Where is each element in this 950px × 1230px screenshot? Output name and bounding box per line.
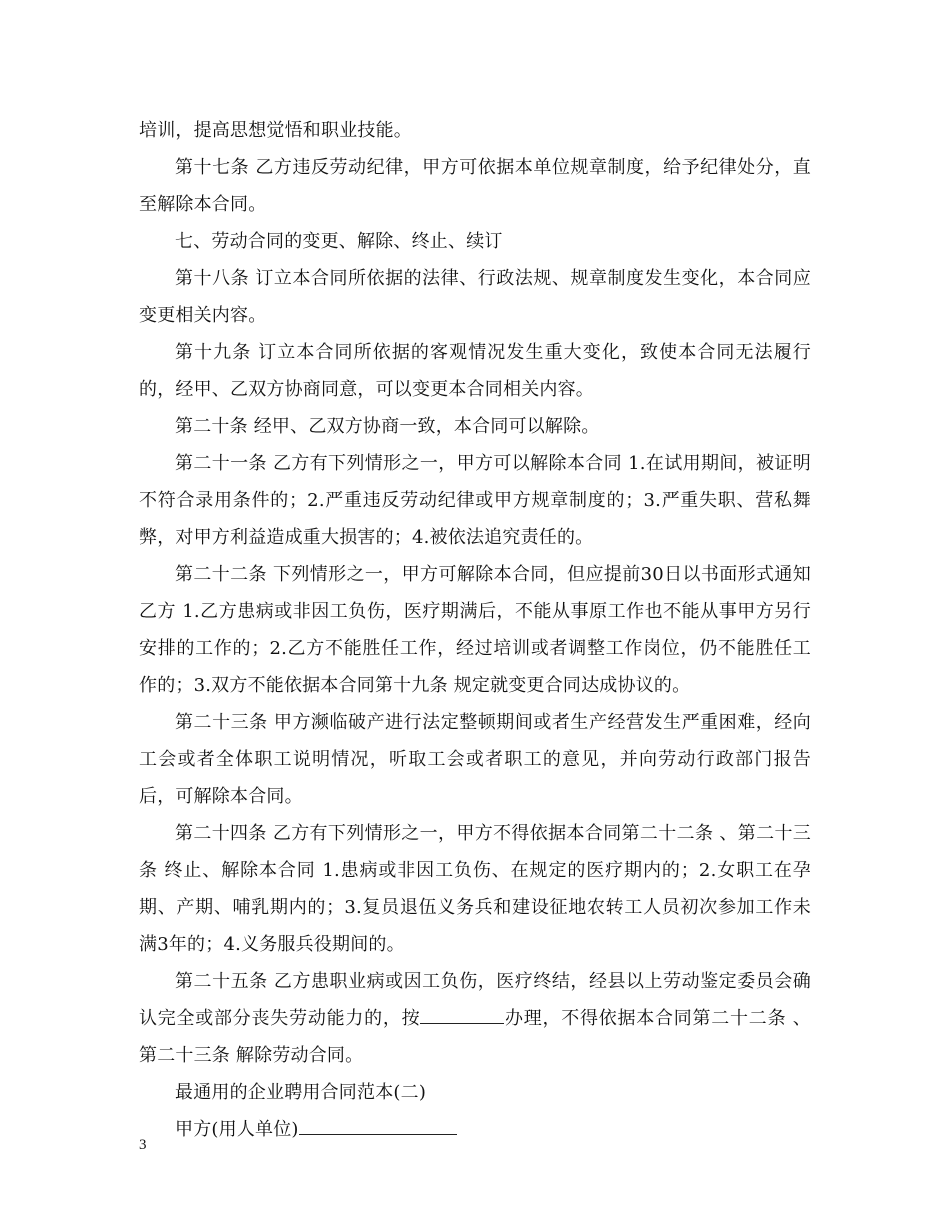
- page-number: 3: [139, 1137, 147, 1153]
- paragraph-article-24: 第二十四条 乙方有下列情形之一，甲方不得依据本合同第二十二条 、第二十三条 终止、解除本合同 1.患病或非因工负伤、在规定的医疗期内的；2.女职工在孕期、产期、哺乳期内的；3.复员退伍义务兵和建设征地农转工人员初次参加工作未满3年的；4.义务服兵役期间的。: [139, 823, 811, 955]
- paragraph-article-17: 第十七条 乙方违反劳动纪律，甲方可依据本单位规章制度，给予纪律处分，直至解除本合同。: [139, 157, 811, 215]
- party-a-line: [139, 1111, 811, 1148]
- party-a-fill-in-blank: [299, 1114, 457, 1135]
- party-a-label: 甲方(用人单位): [175, 1119, 299, 1140]
- section-heading-contract-changes: 七、劳动合同的变更、解除、终止、续订: [175, 231, 503, 252]
- article-25-text-before-blank: 第二十五条 乙方患职业病或因工负伤，医疗终结，经县以上劳动鉴定委员会确认完全或部分丧失劳动能力的，按: [139, 971, 811, 1029]
- paragraph-article-20: 第二十条 经甲、乙双方协商一致，本合同可以解除。: [175, 416, 600, 437]
- paragraph-article-23: 第二十三条 甲方濒临破产进行法定整顿期间或者生产经营发生严重困难，经向工会或者全体职工说明情况，听取工会或者职工的意见，并向劳动行政部门报告后，可解除本合同。: [139, 712, 811, 807]
- fill-in-blank-handling-method: [420, 1003, 504, 1024]
- paragraph-article-21: 第二十一条 乙方有下列情形之一，甲方可以解除本合同 1.在试用期间，被证明不符合录用条件的；2.严重违反劳动纪律或甲方规章制度的；3.严重失职、营私舞弊，对甲方利益造成重大损害的；4.被依法追究责任的。: [139, 453, 811, 548]
- paragraph-article-22: 第二十二条 下列情形之一，甲方可解除本合同，但应提前30日以书面形式通知乙方 1.乙方患病或非因工负伤，医疗期满后，不能从事原工作也不能从事甲方另行安排的工作的；2.乙方不能胜任工作，经过培训或者调整工作岗位，仍不能胜任工作的；3.双方不能依据本合同第十九条 规定就变更合同达成协议的。: [139, 564, 811, 696]
- article-25-text-after-blank: 办理，不得依据本合同第二十二条 、第二十三条 解除劳动合同。: [139, 1008, 812, 1066]
- paragraph-article-19: 第十九条 订立本合同所依据的客观情况发生重大变化，致使本合同无法履行的，经甲、乙双方协商同意，可以变更本合同相关内容。: [139, 342, 811, 400]
- paragraph-article-25: [139, 963, 811, 1074]
- paragraph-training: 培训，提高思想觉悟和职业技能。: [139, 120, 412, 141]
- paragraph-article-18: 第十八条 订立本合同所依据的法律、行政法规、规章制度发生变化，本合同应变更相关内容。: [139, 268, 811, 326]
- sample-contract-title: 最通用的企业聘用合同范本(二): [175, 1082, 427, 1103]
- document-body: [139, 112, 811, 1148]
